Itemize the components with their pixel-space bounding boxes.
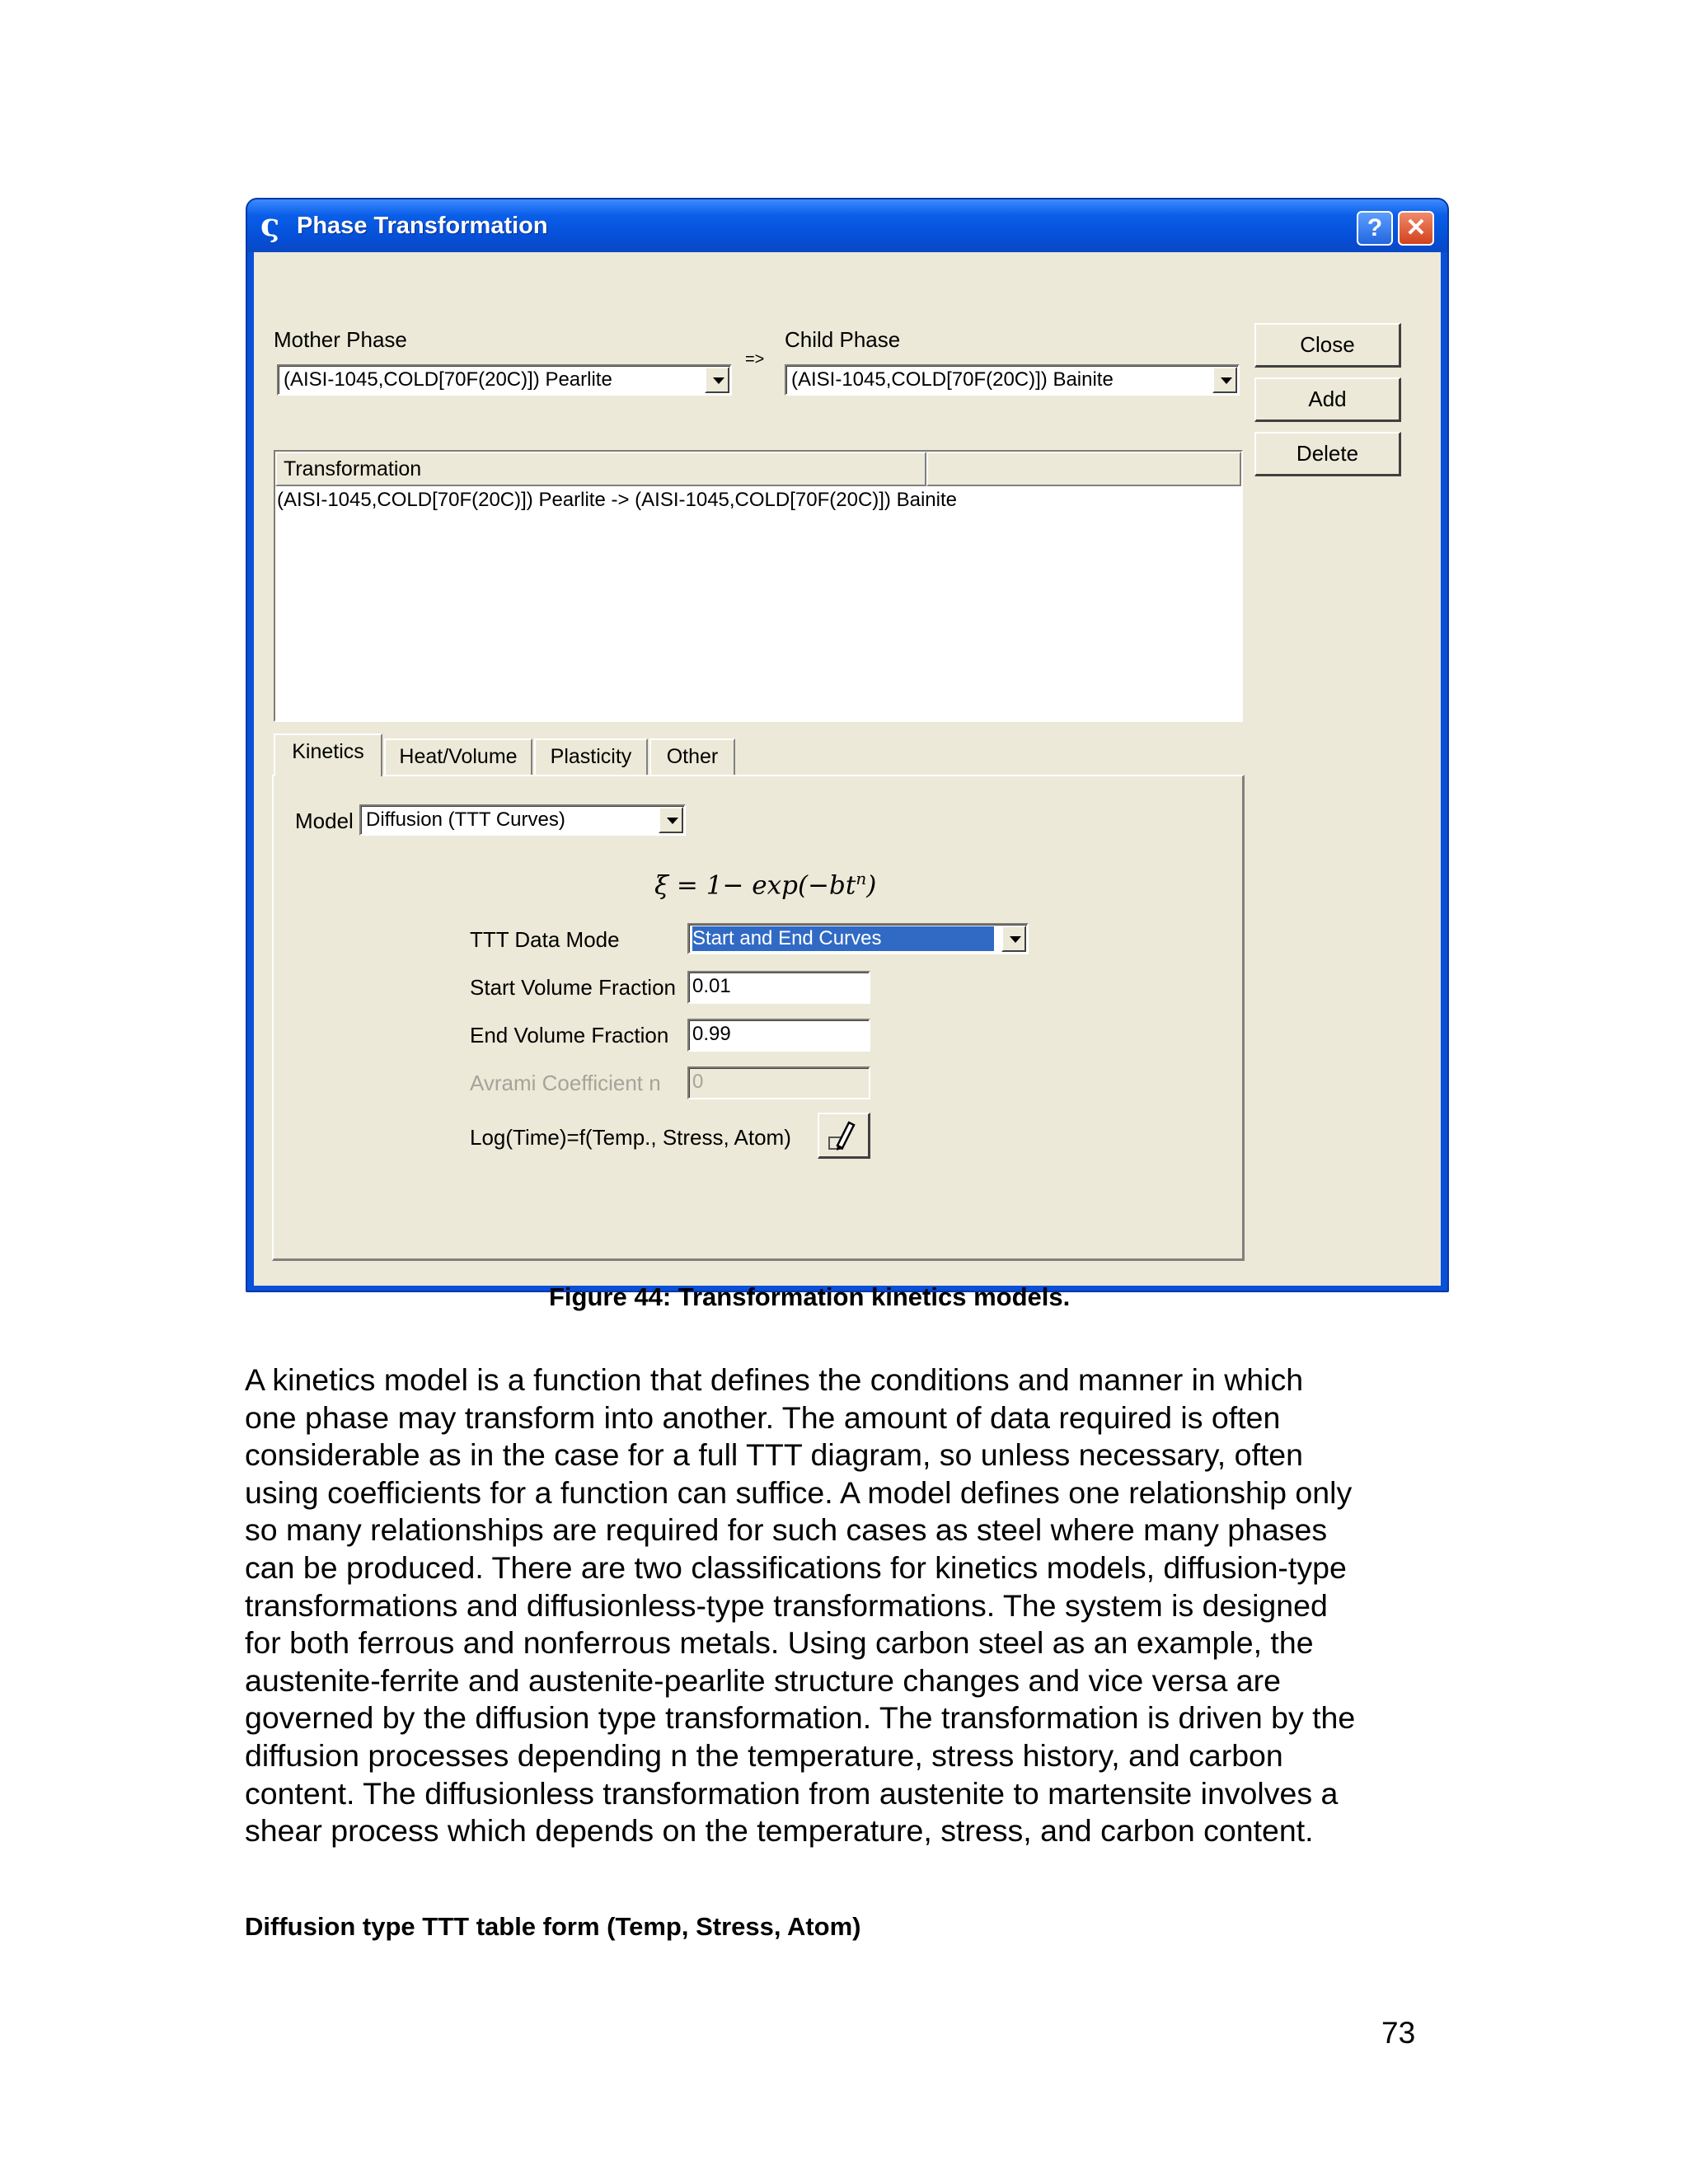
delete-button[interactable]: Delete	[1254, 432, 1401, 476]
body-paragraph	[245, 1361, 1456, 1850]
figure-caption: Figure 44: Transformation kinetics models.	[549, 1282, 1071, 1311]
phase-transformation-dialog	[246, 198, 1449, 1292]
body-line: for both ferrous and nonferrous metals. Using carbon steel as an example, the	[245, 1625, 1314, 1661]
body-line: diffusion processes depending n the temperature, stress history, and carbon	[245, 1737, 1283, 1773]
equation-close: )	[866, 870, 877, 901]
body-line: one phase may transform into another. The amount of data required is often	[245, 1399, 1281, 1435]
model-select[interactable]	[359, 804, 686, 836]
child-phase-label: Child Phase	[785, 327, 901, 352]
equation-exponent: n	[856, 869, 867, 888]
logtime-function-label: Log(Time)=f(Temp., Stress, Atom)	[470, 1125, 791, 1150]
body-line: can be produced. There are two classifications for kinetics models, diffusion-type	[245, 1549, 1347, 1585]
start-volume-fraction-field[interactable]: 0.01	[687, 971, 870, 1004]
chevron-down-icon[interactable]	[1212, 367, 1237, 393]
body-line: so many relationships are required for such cases as steel where many phases	[245, 1512, 1328, 1548]
child-phase-value: (AISI-1045,COLD[70F(20C)]) Bainite	[791, 368, 1114, 391]
body-line: considerable as in the case for a full TTT diagram, so unless necessary, often	[245, 1437, 1303, 1473]
mother-phase-select[interactable]	[277, 364, 732, 396]
ttt-mode-select[interactable]	[687, 923, 1029, 954]
model-value: Diffusion (TTT Curves)	[366, 808, 565, 831]
avrami-coefficient-label: Avrami Coefficient n	[470, 1071, 661, 1095]
child-phase-select[interactable]	[785, 364, 1240, 396]
chevron-down-icon[interactable]	[705, 367, 729, 393]
list-header-blank[interactable]	[926, 452, 1241, 486]
section-heading: Diffusion type TTT table form (Temp, Stress, Atom)	[245, 1912, 861, 1941]
arrow-text: =>	[745, 350, 765, 368]
pencil-edit-icon	[819, 1114, 867, 1155]
body-line: governed by the diffusion type transformation. The transformation is driven by the	[245, 1700, 1356, 1736]
body-line: austenite-ferrite and austenite-pearlite structure changes and vice versa are	[245, 1662, 1281, 1698]
chevron-down-icon[interactable]	[659, 807, 683, 833]
tab-other[interactable]: Other	[649, 738, 735, 776]
mother-phase-value: (AISI-1045,COLD[70F(20C)]) Pearlite	[284, 368, 612, 391]
ttt-mode-label: TTT Data Mode	[470, 927, 620, 952]
tab-kinetics[interactable]: Kinetics	[274, 733, 382, 776]
dialog-client-area	[254, 252, 1441, 1286]
body-line: transformations and diffusionless-type transformations. The system is designed	[245, 1587, 1328, 1623]
tab-plasticity[interactable]: Plasticity	[534, 738, 648, 776]
add-button[interactable]: Add	[1254, 377, 1401, 422]
body-line: using coefficients for a function can suffice. A model defines one relationship only	[245, 1474, 1353, 1510]
transformation-list[interactable]	[274, 450, 1243, 722]
body-line: content. The diffusionless transformation from austenite to martensite involves a	[245, 1775, 1339, 1811]
kinetics-tab-panel	[272, 775, 1245, 1261]
body-line: A kinetics model is a function that defines the conditions and manner in which	[245, 1362, 1304, 1397]
help-icon[interactable]: ?	[1357, 211, 1393, 246]
close-icon[interactable]: ✕	[1398, 211, 1434, 246]
avrami-equation	[654, 862, 876, 902]
dialog-title: Phase Transformation	[297, 213, 548, 239]
page-number: 73	[1381, 2016, 1416, 2050]
list-item[interactable]: (AISI-1045,COLD[70F(20C)]) Pearlite -> (AISI-1045,COLD[70F(20C)]) Bainite	[277, 489, 957, 511]
equation-main: ξ = 1− exp(−bt	[654, 870, 856, 901]
edit-function-button[interactable]	[818, 1113, 870, 1159]
end-volume-fraction-field[interactable]: 0.99	[687, 1019, 870, 1052]
tab-heat-volume[interactable]: Heat/Volume	[384, 738, 532, 776]
start-volume-fraction-label: Start Volume Fraction	[470, 975, 676, 1000]
body-line: shear process which depends on the temperature, stress, and carbon content.	[245, 1813, 1314, 1849]
avrami-coefficient-field: 0	[687, 1066, 870, 1099]
mother-phase-label: Mother Phase	[274, 327, 407, 352]
title-bar[interactable]	[247, 199, 1447, 252]
phase-app-icon: ς	[260, 206, 280, 243]
close-button[interactable]: Close	[1254, 323, 1401, 368]
model-label: Model	[295, 808, 354, 833]
ttt-mode-value: Start and End Curves	[692, 926, 994, 951]
end-volume-fraction-label: End Volume Fraction	[470, 1023, 669, 1047]
chevron-down-icon[interactable]	[1001, 926, 1026, 952]
list-header-transformation[interactable]: Transformation	[275, 452, 926, 486]
